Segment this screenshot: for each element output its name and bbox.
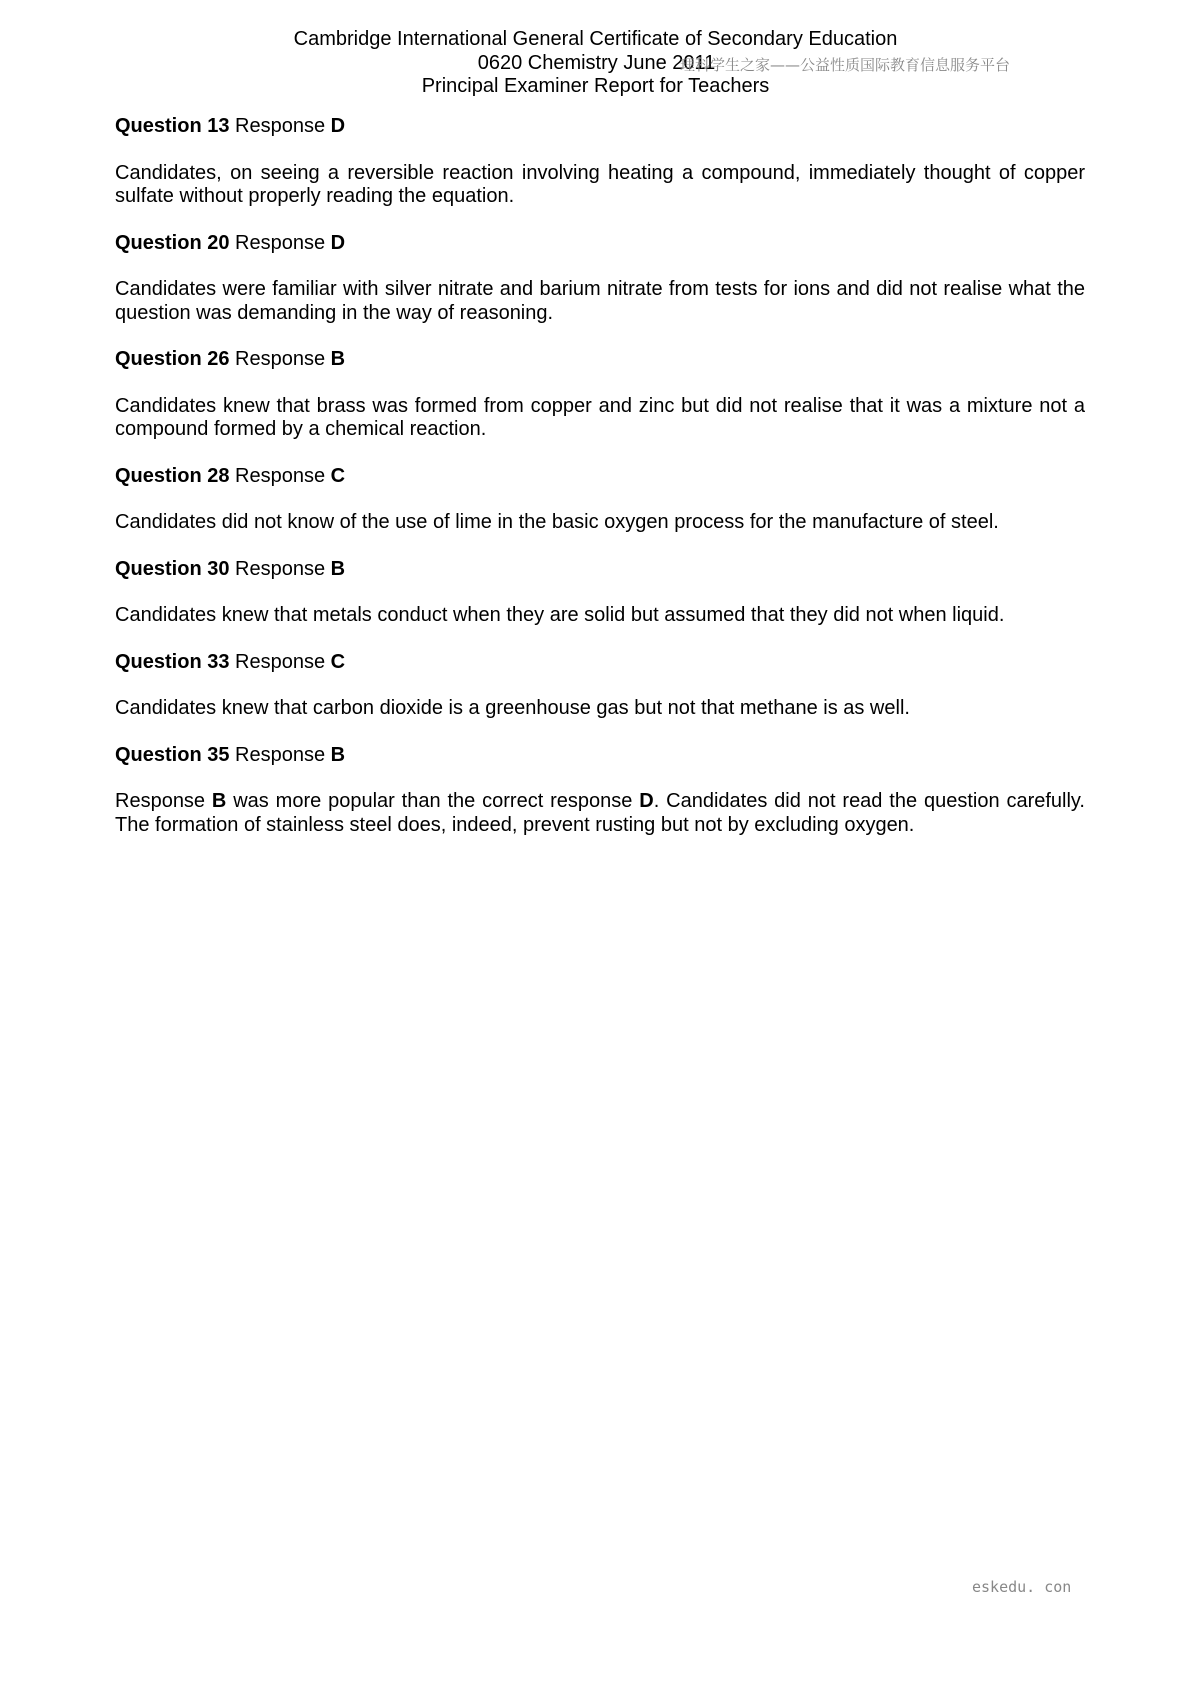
response-letter: B	[330, 557, 346, 580]
response-letter: D	[330, 115, 346, 137]
question-label: Question 20	[115, 231, 230, 254]
question-heading	[115, 558, 1085, 582]
report-body	[115, 115, 1085, 860]
header-report-title: Principal Examiner Report for Teachers	[421, 75, 770, 97]
question-comment: Candidates knew that brass was formed from copper and zinc but did not realise that it was a mixture not a compound formed by a chemical reaction.	[115, 394, 1085, 440]
question-comment: Candidates were familiar with silver nitrate and barium nitrate from tests for ions and did not realise what the question was demanding in the way of reasoning.	[115, 278, 1085, 324]
question-heading	[115, 115, 1085, 139]
question-heading	[115, 651, 1085, 675]
question-heading	[115, 465, 1085, 489]
response-word: Response	[235, 115, 326, 137]
question-heading	[115, 348, 1085, 372]
page-header	[0, 28, 1191, 99]
response-word: Response	[235, 348, 326, 370]
response-letter: B	[330, 743, 346, 766]
watermark-top: 理科学生之家——公益性质国际教育信息服务平台	[680, 56, 1011, 74]
question-comment: Candidates did not know of the use of lime in the basic oxygen process for the manufacture of steel.	[115, 511, 999, 533]
question-heading	[115, 232, 1085, 256]
comment-bold-letter: D	[639, 790, 654, 812]
response-word: Response	[235, 464, 326, 487]
question-label: Question 13	[115, 115, 230, 137]
header-qualification: Cambridge International General Certificate of Secondary Education	[293, 28, 898, 50]
response-letter: B	[330, 348, 346, 370]
question-comment	[115, 790, 1085, 837]
comment-bold-letter: B	[211, 790, 227, 812]
comment-text: Response	[115, 790, 212, 812]
response-letter: D	[330, 231, 346, 254]
question-heading	[115, 744, 1085, 768]
question-label: Question 28	[115, 464, 230, 487]
watermark-footer: eskedu. con	[972, 1578, 1072, 1596]
response-word: Response	[235, 231, 326, 254]
comment-text: . Candidates did not read the question carefully. The formation of stainless steel does, indeed, prevent rusting but not by excluding oxygen.	[115, 790, 1085, 836]
header-syllabus: 0620 Chemistry June 2011	[477, 51, 716, 74]
response-letter: C	[330, 650, 346, 673]
response-word: Response	[235, 650, 326, 673]
question-label: Question 30	[115, 557, 230, 580]
question-label: Question 26	[115, 348, 230, 370]
question-label: Question 33	[115, 650, 230, 673]
question-comment: Candidates knew that metals conduct when they are solid but assumed that they did not when liquid.	[115, 604, 1005, 626]
response-word: Response	[235, 743, 326, 766]
response-letter: C	[330, 464, 346, 487]
question-comment: Candidates, on seeing a reversible reaction involving heating a compound, immediately thought of copper sulfate without properly reading the equation.	[115, 161, 1085, 207]
comment-text: was more popular than the correct response	[226, 790, 640, 812]
question-label: Question 35	[115, 743, 230, 766]
response-word: Response	[235, 557, 326, 580]
question-comment: Candidates knew that carbon dioxide is a greenhouse gas but not that methane is as well.	[115, 697, 910, 719]
